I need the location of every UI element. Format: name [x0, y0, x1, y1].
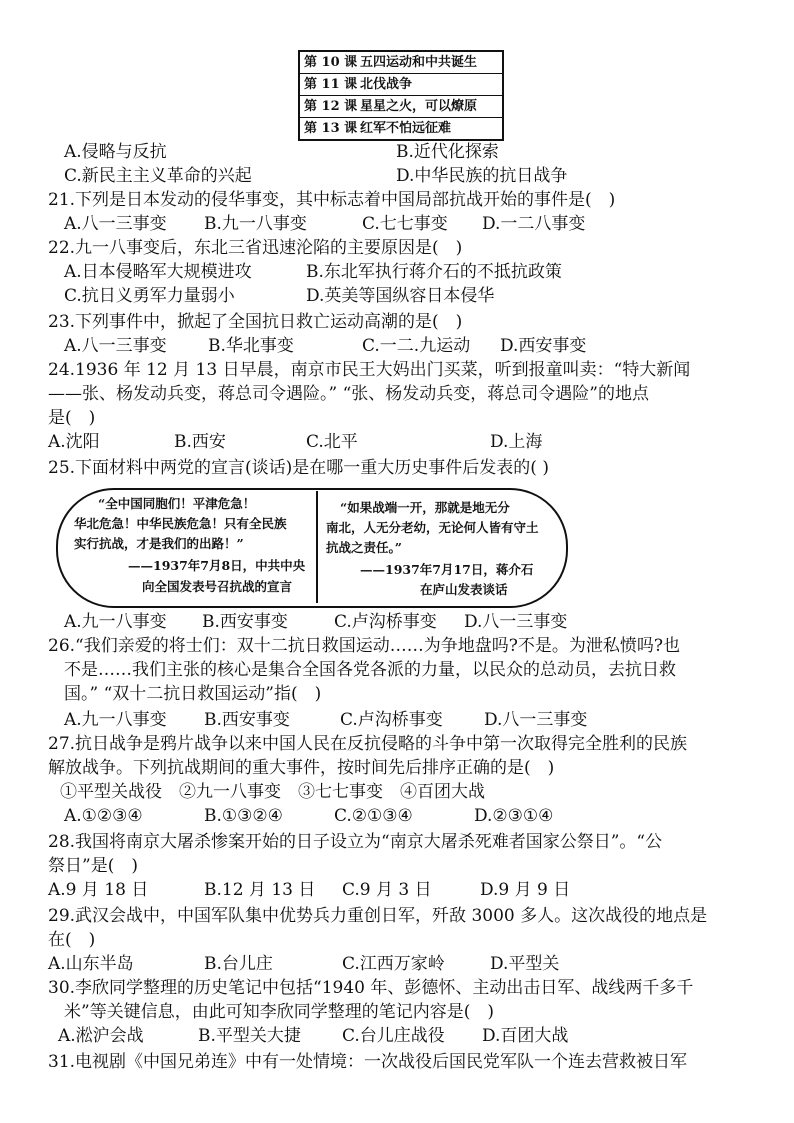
- option-d: D.百团大战: [482, 1026, 569, 1046]
- option-a: A.9 月 18 日: [48, 880, 149, 900]
- question-31-stem-line1: 31.电视剧《中国兄弟连》中有一处情境：一次战役后国民党军队一个连去营救被日军: [48, 1052, 688, 1072]
- option-b: B.12 月 13 日: [204, 880, 316, 900]
- lesson-row: 第 13 课 红军不怕远征难: [304, 121, 452, 136]
- right-quote-source: 在庐山发表谈话: [420, 582, 508, 597]
- option-a: A.山东半岛: [48, 954, 134, 974]
- option-b: B.近代化探索: [396, 142, 499, 162]
- option-c: C.②①③④: [334, 806, 413, 826]
- question-28-stem-line1: 28.我国将南京大屠杀惨案开始的日子设立为“南京大屠杀死难者国家公祭日”。“公: [48, 832, 663, 852]
- lesson-row: 第 11 课 北伐战争: [300, 74, 502, 96]
- option-a: A.八一三事变: [64, 336, 167, 356]
- option-a: A.日本侵略军大规模进攻: [64, 262, 252, 282]
- option-d: D.一二八事变: [482, 214, 586, 234]
- question-21-stem: 21.下列是日本发动的侵华事变，其中标志着中国局部抗战开始的事件是( ): [48, 190, 616, 210]
- option-c: C.一二.九运动: [362, 336, 471, 356]
- option-a: A.九一八事变: [64, 710, 167, 730]
- option-b: B.西安: [174, 432, 226, 452]
- left-quote-source: 向全国发表号召抗战的宣言: [142, 579, 293, 594]
- option-d: D.②③①④: [474, 806, 554, 826]
- lesson-list-box: [298, 50, 504, 141]
- option-c: C.北平: [306, 432, 358, 452]
- question-30-stem-line1: 30.李欣同学整理的历史笔记中包括“1940 年、彭德怀、主动出击日军、战线两千多千: [48, 978, 694, 998]
- option-b: B.平型关大捷: [198, 1026, 301, 1046]
- lesson-row: 第 12 课 星星之火，可以燎原: [300, 96, 502, 118]
- option-a: A.淞沪会战: [58, 1026, 144, 1046]
- question-26-stem-line3: 国。” “双十二抗日救国运动”指( ): [64, 684, 322, 704]
- lesson-row: 第 10 课 五四运动和中共诞生: [300, 52, 502, 74]
- option-a: A.沈阳: [48, 432, 100, 452]
- left-quote-line: 实行抗战，才是我们的出路！”: [74, 536, 244, 551]
- left-quote-line: 华北危急！中华民族危急！只有全民族: [74, 516, 287, 531]
- option-c: C.抗日义勇军力量弱小: [64, 286, 235, 306]
- question-27-stem-line1: 27.抗日战争是鸦片战争以来中国人民在反抗侵略的斗争中第一次取得完全胜利的民族: [48, 734, 688, 754]
- question-24-stem-line1: 24.1936 年 12 月 13 日早晨，南京市民王大妈出门买菜，听到报童叫卖：“特大新闻: [48, 360, 691, 380]
- question-22-stem: 22.九一八事变后，东北三省迅速沦陷的主要原因是( ): [48, 238, 463, 258]
- right-quote-line: 南北，人无分老幼，无论何人皆有守土: [326, 520, 539, 535]
- option-c: C.卢沟桥事变: [334, 612, 437, 632]
- option-c: C.新民主主义革命的兴起: [64, 166, 252, 186]
- option-c: C.江西万家岭: [342, 954, 445, 974]
- question-26-stem-line1: 26.“我们亲爱的将士们：双十二抗日救国运动……为争地盘吗?不是。为泄私愤吗?也: [48, 636, 680, 656]
- left-quote-source: ——1937年7月8日，中共中央: [128, 558, 306, 573]
- option-a: A.侵略与反抗: [64, 142, 167, 162]
- question-24-stem-line2: ——张、杨发动兵变，蒋总司令遇险。” “张、杨发动兵变，蒋总司令遇险”的地点: [48, 384, 649, 404]
- question-30-stem-line2: 米”等关键信息，由此可知李欣同学整理的笔记内容是( ): [64, 1002, 494, 1022]
- right-quote-line: 抗战之责任。”: [326, 540, 402, 555]
- option-c: C.9 月 3 日: [342, 880, 432, 900]
- question-24-stem-line3: 是( ): [48, 408, 96, 428]
- option-d: D.八一三事变: [464, 612, 568, 632]
- option-b: B.①③②④: [204, 806, 283, 826]
- right-quote-source: ——1937年7月17日，蒋介石: [360, 562, 534, 577]
- option-b: B.西安事变: [202, 612, 288, 632]
- option-b: B.西安事变: [204, 710, 290, 730]
- option-b: B.华北事变: [208, 336, 294, 356]
- option-d: D.中华民族的抗日战争: [396, 166, 568, 186]
- option-d: D.八一三事变: [484, 710, 588, 730]
- question-29-stem-line2: 在( ): [48, 930, 96, 950]
- option-b: B.台儿庄: [204, 954, 273, 974]
- option-b: B.九一八事变: [204, 214, 307, 234]
- question-26-stem-line2: 不是……我们主张的核心是集合全国各党各派的力量，以民众的总动员，去抗日救: [64, 660, 676, 680]
- option-a: A.①②③④: [64, 806, 143, 826]
- option-c: C.卢沟桥事变: [340, 710, 443, 730]
- option-c: C.台儿庄战役: [342, 1026, 445, 1046]
- quote-divider: [316, 491, 318, 603]
- option-d: D.上海: [490, 432, 543, 452]
- option-b: B.东北军执行蒋介石的不抵抗政策: [306, 262, 562, 282]
- question-25-stem: 25.下面材料中两党的宣言(谈话)是在哪一重大历史事件后发表的( ): [48, 458, 549, 478]
- option-d: D.平型关: [490, 954, 560, 974]
- option-a: A.九一八事变: [64, 612, 167, 632]
- question-27-stem-line2: 解放战争。下列抗战期间的重大事件，按时间先后排序正确的是( ): [48, 758, 555, 778]
- option-d: D.9 月 9 日: [480, 880, 571, 900]
- option-d: D.英美等国纵容日本侵华: [306, 286, 495, 306]
- question-27-items: ①平型关战役 ②九一八事变 ③七七事变 ④百团大战: [60, 782, 485, 802]
- question-23-stem: 23.下列事件中，掀起了全国抗日救亡运动高潮的是( ): [48, 312, 463, 332]
- left-quote-line: “全中国同胞们！平津危急！: [98, 496, 256, 511]
- option-d: D.西安事变: [500, 336, 587, 356]
- option-a: A.八一三事变: [64, 214, 167, 234]
- option-c: C.七七事变: [362, 214, 448, 234]
- right-quote-line: “如果战端一开，那就是地无分: [340, 500, 510, 515]
- question-29-stem-line1: 29.武汉会战中，中国军队集中优势兵力重创日军，歼敌 3000 多人。这次战役的地点是: [48, 906, 708, 926]
- question-28-stem-line2: 祭日”是( ): [48, 856, 138, 876]
